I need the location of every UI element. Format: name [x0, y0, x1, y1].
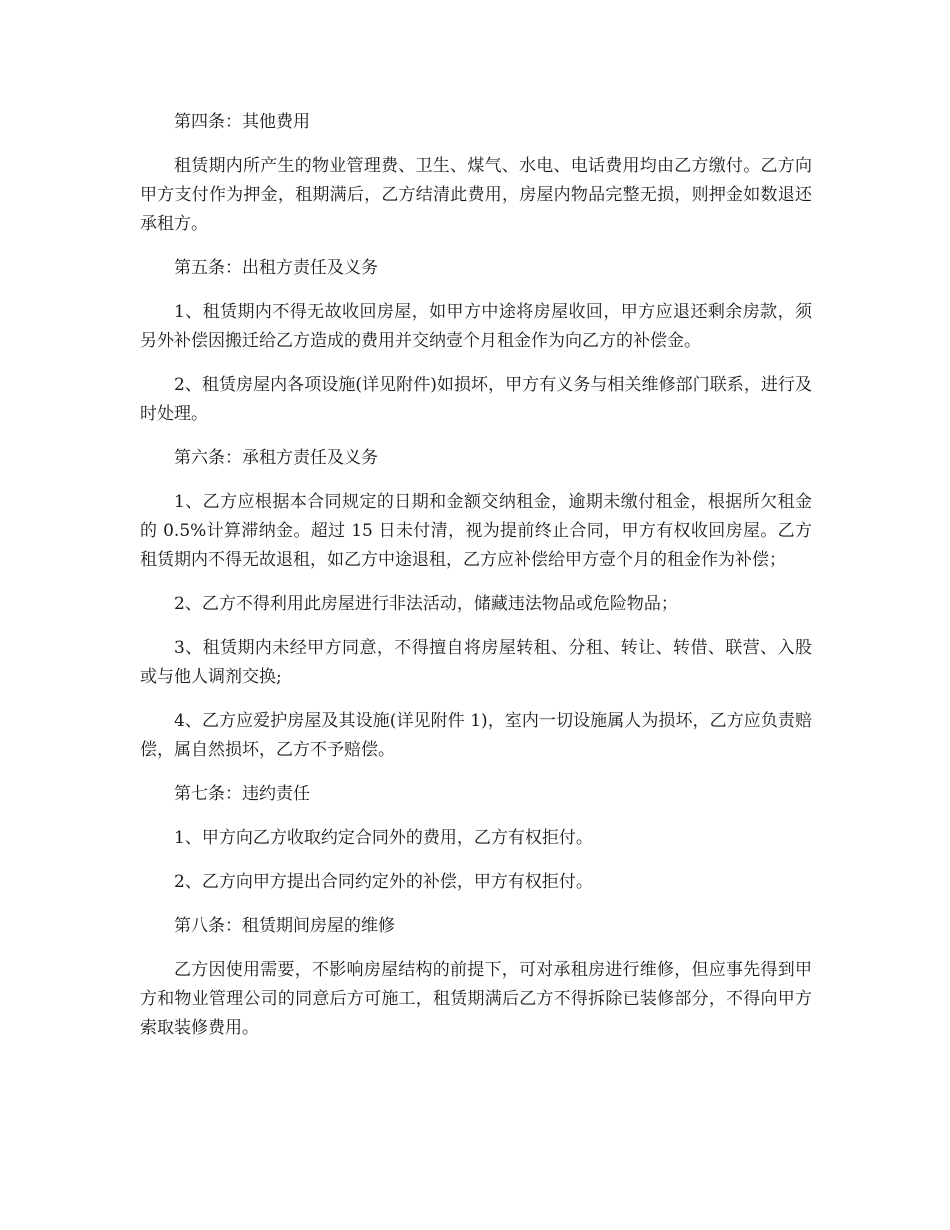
section-heading-article-5: 第五条：出租方责任及义务 — [174, 258, 378, 278]
paragraph-other-fees: 租赁期内所产生的物业管理费、卫生、煤气、水电、电话费用均由乙方缴付。乙方向甲方支付作为押金，租期满后，乙方结清此费用，房屋内物品完整无损，则押金如数退还承租方。 — [140, 156, 812, 234]
section-heading-article-6: 第六条：承租方责任及义务 — [174, 448, 378, 468]
paragraph-breach-1: 1、甲方向乙方收取约定合同外的费用，乙方有权拒付。 — [174, 828, 593, 848]
paragraph-lessee-duty-3: 3、租赁期内未经甲方同意，不得擅自将房屋转租、分租、转让、转借、联营、入股或与他人调剂交换; — [140, 638, 812, 687]
paragraph-lessee-duty-1: 1、乙方应根据本合同规定的日期和金额交纳租金，逾期未缴付租金，根据所欠租金的 0.5%计算滞纳金。超过 15 日未付清，视为提前终止合同，甲方有权收回房屋。乙方租赁期内不得无故退租，如乙方中途退租，乙方应补偿给甲方壹个月的租金作为补偿； — [140, 492, 812, 570]
paragraph-lessee-duty-4: 4、乙方应爱护房屋及其设施(详见附件 1)，室内一切设施属人为损坏，乙方应负责赔偿，属自然损坏，乙方不予赔偿。 — [140, 711, 812, 760]
paragraph-breach-2: 2、乙方向甲方提出合同约定外的补偿，甲方有权拒付。 — [174, 872, 593, 892]
section-heading-article-8: 第八条：租赁期间房屋的维修 — [174, 916, 395, 936]
section-heading-article-4: 第四条：其他费用 — [174, 112, 310, 132]
paragraph-lessor-duty-2: 2、租赁房屋内各项设施(详见附件)如损坏，甲方有义务与相关维修部门联系，进行及时处理。 — [140, 375, 812, 424]
document-page — [140, 108, 812, 1058]
paragraph-lessor-duty-1: 1、租赁期内不得无故收回房屋，如甲方中途将房屋收回，甲方应退还剩余房款，须另外补偿因搬迁给乙方造成的费用并交纳壹个月租金作为向乙方的补偿金。 — [140, 302, 812, 351]
section-heading-article-7: 第七条：违约责任 — [174, 784, 310, 804]
paragraph-lessee-duty-2: 2、乙方不得利用此房屋进行非法活动，储藏违法物品或危险物品； — [174, 594, 678, 614]
paragraph-maintenance: 乙方因使用需要，不影响房屋结构的前提下，可对承租房进行维修，但应事先得到甲方和物业管理公司的同意后方可施工，租赁期满后乙方不得拆除已装修部分，不得向甲方索取装修费用。 — [140, 960, 812, 1038]
